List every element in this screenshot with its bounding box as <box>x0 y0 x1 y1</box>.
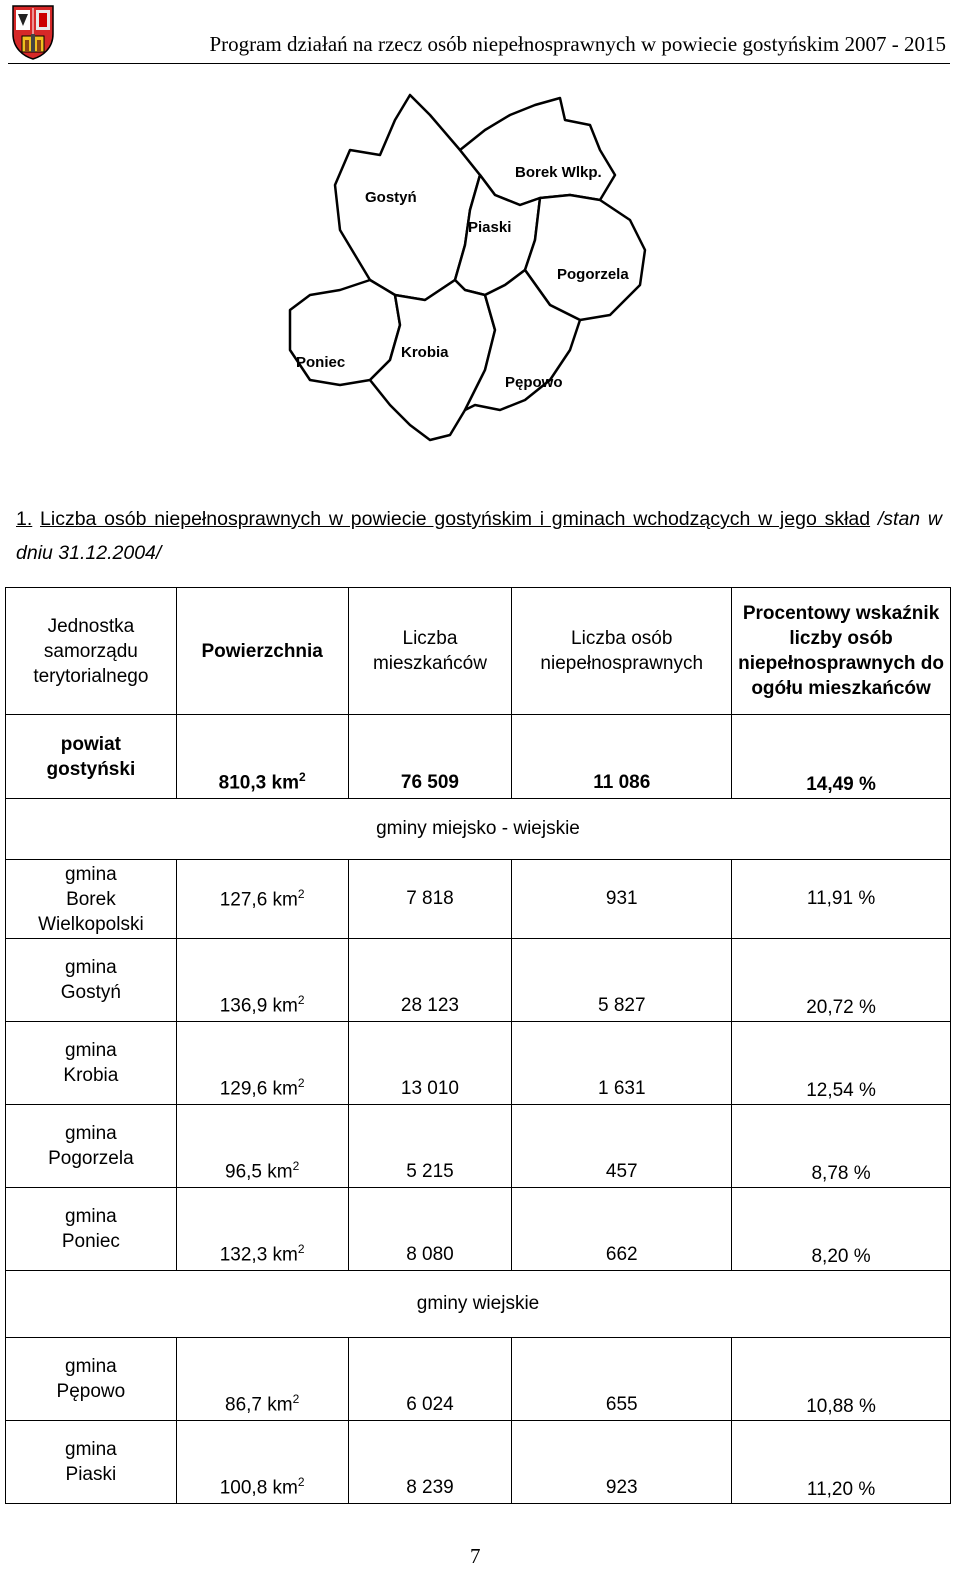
row-area: 810,3 $km^2$ <box>176 715 348 799</box>
row-percent: 8,20 % <box>732 1188 951 1271</box>
row-disabled: 655 <box>512 1338 732 1421</box>
row-disabled: 923 <box>512 1421 732 1504</box>
row-disabled: 931 <box>512 860 732 939</box>
document-title: Program działań na rzecz osób niepełnosprawnych w powiecie gostyńskim 2007 - 2015 <box>209 32 946 56</box>
row-disabled: 662 <box>512 1188 732 1271</box>
table-row <box>6 1022 951 1105</box>
map-label-pepowo: Pępowo <box>505 374 563 391</box>
map-label-gostyn: Gostyń <box>365 189 417 206</box>
row-name: gmina Borek Wielkopolski <box>6 860 177 939</box>
group-header-rural <box>6 1271 951 1338</box>
table-row <box>6 1338 951 1421</box>
header-disabled: Liczba osób niepełnosprawnych <box>512 588 732 715</box>
row-disabled: 1 631 <box>512 1022 732 1105</box>
row-percent: 20,72 % <box>732 939 951 1022</box>
row-name: gmina Poniec <box>6 1188 177 1271</box>
coat-of-arms-icon <box>10 4 56 60</box>
table-row-powiat <box>6 715 951 799</box>
row-disabled: 5 827 <box>512 939 732 1022</box>
table-row <box>6 1105 951 1188</box>
row-name: gmina Piaski <box>6 1421 177 1504</box>
row-population: 8 080 <box>348 1188 512 1271</box>
district-map <box>270 80 700 460</box>
row-area: 129,6 $km^2$ <box>176 1022 348 1105</box>
header-unit: Jednostka samorządu terytorialnego <box>6 588 177 715</box>
row-name: gmina Pępowo <box>6 1338 177 1421</box>
row-population: 6 024 <box>348 1338 512 1421</box>
group-header-urban-rural <box>6 799 951 860</box>
table-row <box>6 939 951 1022</box>
map-label-piaski: Piaski <box>468 219 512 236</box>
group-label: gminy wiejskie <box>6 1271 951 1338</box>
row-percent: 11,20 % <box>732 1421 951 1504</box>
row-percent: 14,49 % <box>732 715 951 799</box>
row-population: 5 215 <box>348 1105 512 1188</box>
row-percent: 12,54 % <box>732 1022 951 1105</box>
section-title: Liczba osób niepełnosprawnych w powiecie gostyńskim i gminach wchodzących w jego skład <box>40 508 871 530</box>
row-disabled: 457 <box>512 1105 732 1188</box>
row-population: 76 509 <box>348 715 512 799</box>
map-label-pogorzela: Pogorzela <box>557 266 629 283</box>
section-number: 1. <box>16 508 33 530</box>
header-population: Liczba mieszkańców <box>348 588 512 715</box>
table-row <box>6 860 951 939</box>
table-header-row <box>6 588 951 715</box>
date-note: /stan w dniu 31.12.2004/ <box>16 508 942 564</box>
row-name: gmina Pogorzela <box>6 1105 177 1188</box>
table-row <box>6 1188 951 1271</box>
row-area: 132,3 $km^2$ <box>176 1188 348 1271</box>
row-area: 86,7 $km^2$ <box>176 1338 348 1421</box>
row-area: 96,5 $km^2$ <box>176 1105 348 1188</box>
header-area: Powierzchnia <box>176 588 348 715</box>
disabled-persons-table <box>5 587 951 1504</box>
row-name: gmina Gostyń <box>6 939 177 1022</box>
map-label-krobia: Krobia <box>401 344 449 361</box>
header-percent: Procentowy wskaźnik liczby osób niepełnosprawnych do ogółu mieszkańców <box>732 588 951 715</box>
map-label-borek: Borek Wlkp. <box>515 164 602 181</box>
section-heading <box>16 502 942 570</box>
row-percent: 8,78 % <box>732 1105 951 1188</box>
row-area: 127,6 $km^2$ <box>176 860 348 939</box>
page-header <box>0 0 960 66</box>
map-label-poniec: Poniec <box>296 354 346 371</box>
row-area: 100,8 $km^2$ <box>176 1421 348 1504</box>
row-area: 136,9 $km^2$ <box>176 939 348 1022</box>
row-population: 7 818 <box>348 860 512 939</box>
page-number: 7 <box>470 1544 481 1568</box>
row-name: powiat gostyński <box>6 715 177 799</box>
row-disabled: 11 086 <box>512 715 732 799</box>
group-label: gminy miejsko - wiejskie <box>6 799 951 860</box>
row-population: 13 010 <box>348 1022 512 1105</box>
row-population: 28 123 <box>348 939 512 1022</box>
row-percent: 11,91 % <box>732 860 951 939</box>
row-percent: 10,88 % <box>732 1338 951 1421</box>
row-population: 8 239 <box>348 1421 512 1504</box>
table-row <box>6 1421 951 1504</box>
header-divider <box>8 63 950 64</box>
row-name: gmina Krobia <box>6 1022 177 1105</box>
